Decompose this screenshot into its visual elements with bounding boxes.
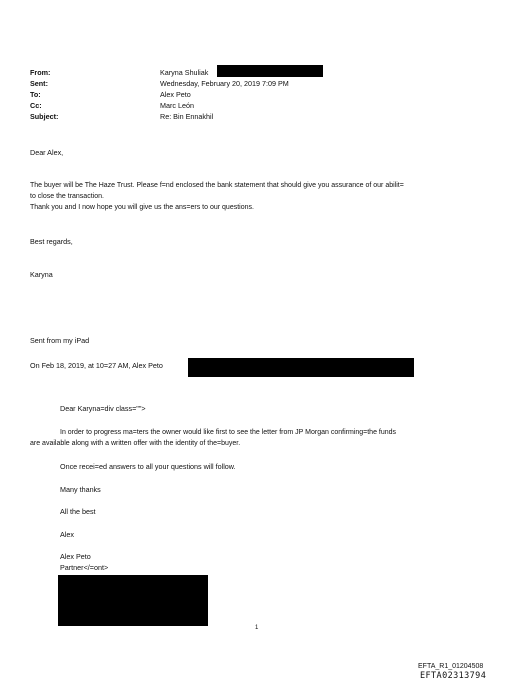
from-value: Karyna Shuliak [160,68,209,77]
redaction-block [217,65,323,77]
quoted-para2: Once recei=ed answers to all your questions will follow. [60,462,236,471]
quote-header: On Feb 18, 2019, at 10=27 AM, Alex Peto [30,361,163,370]
subject-label: Subject: [30,112,59,121]
sent-label: Sent: [30,79,48,88]
body-para1-line1: The buyer will be The Haze Trust. Please f=nd enclosed the bank statement that should give you assurance of our abilit= [30,182,404,189]
page-number: 1 [255,625,259,631]
footer-ref-2: EFTA02313794 [420,671,487,681]
quoted-sig-name: Alex Peto [60,552,91,561]
quoted-best: All the best [60,507,96,516]
quoted-sig-title: Partner</=ont> [60,563,109,572]
redaction-block [58,575,208,626]
cc-value: Marc León [160,101,194,110]
closing: Best regards, [30,237,73,246]
redaction-block [188,358,414,377]
quoted-thanks: Many thanks [60,485,101,494]
quoted-greeting: Dear Karyna=div class=""> [60,404,146,413]
body-para2: Thank you and I now hope you will give us the ans=ers to our questions. [30,204,254,211]
sent-from: Sent from my iPad [30,336,90,345]
greeting: Dear Alex, [30,148,64,157]
cc-label: Cc: [30,101,42,110]
quoted-name: Alex [60,530,74,539]
sent-value: Wednesday, February 20, 2019 7:09 PM [160,79,289,88]
signature: Karyna [30,270,53,279]
body-para1-line2: to close the transaction. [30,193,104,200]
to-label: To: [30,90,41,99]
from-label: From: [30,68,51,77]
to-value: Alex Peto [160,90,191,99]
quoted-para1-line1: In order to progress ma=ters the owner would like first to see the letter from JP Morgan confirming=the funds [60,429,397,436]
subject-value: Re: Bin Ennakhil [160,112,214,121]
footer-ref-1: EFTA_R1_01204508 [418,663,484,670]
quoted-para1-line2: are available along with a written offer with the identity of the=buyer. [30,440,241,447]
